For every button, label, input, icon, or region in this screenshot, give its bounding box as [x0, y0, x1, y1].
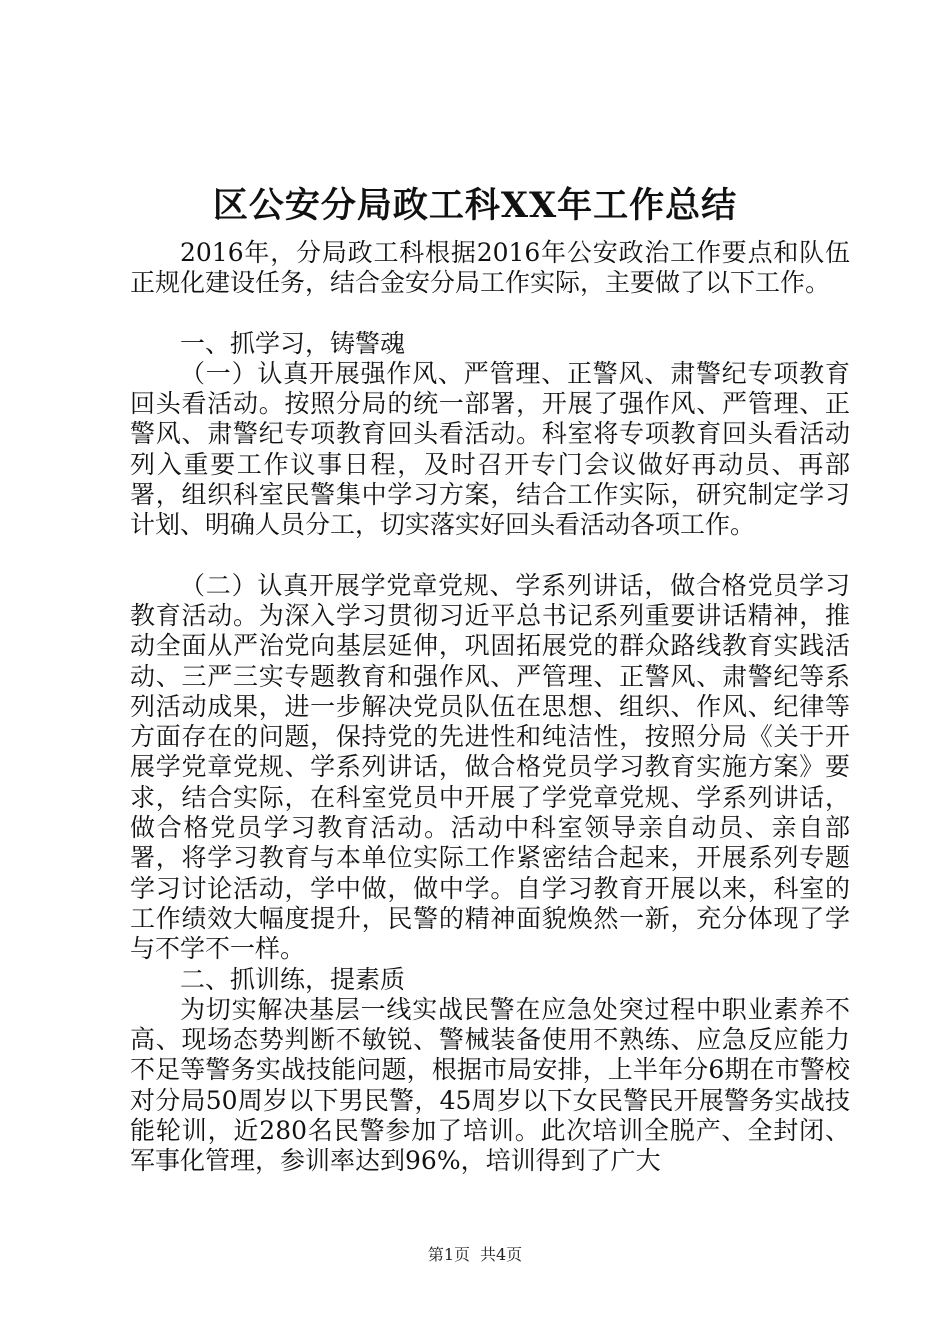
section-heading-2: 二、抓训练，提素质 [180, 964, 406, 994]
intro-paragraph: 2016年，分局政工科根据2016年公安政治工作要点和队伍正规化建设任务，结合金安分局工作实际，主要做了以下工作。 [130, 238, 850, 298]
section-2-paragraph-1: 为切实解决基层一线实战民警在应急处突过程中职业素养不高、现场态势判断不敏锐、警械装备使用不熟练、应急反应能力不足等警务实战技能问题，根据市局安排，上半年分6期在市警校对分局50周岁以下男民警，45周岁以下女民警民开展警务实战技能轮训，近280名民警参加了培训。此次培训全脱产、全封闭、军事化管理，参训率达到96%，培训得到了广大 [130, 994, 850, 1176]
page-total: 共4页 [480, 1245, 523, 1264]
page-footer [0, 1244, 950, 1266]
document-body [130, 238, 850, 1177]
page-number: 第1页 [427, 1245, 470, 1264]
section-1-paragraph-1: （一）认真开展强作风、严管理、正警风、肃警纪专项教育回头看活动。按照分局的统一部署，开展了强作风、严管理、正警风、肃警纪专项教育回头看活动。科室将专项教育回头看活动列入重要工作议事日程，及时召开专门会议做好再动员、再部署，组织科室民警集中学习方案，结合工作实际，研究制定学习计划、明确人员分工，切实落实好回头看活动各项工作。 [130, 358, 850, 540]
paragraph-gap [130, 299, 850, 329]
paragraph-gap [130, 541, 850, 571]
section-1-paragraph-2: （二）认真开展学党章党规、学系列讲话，做合格党员学习教育活动。为深入学习贯彻习近平总书记系列重要讲话精神，推动全面从严治党向基层延伸，巩固拓展党的群众路线教育实践活动、三严三实专题教育和强作风、严管理、正警风、肃警纪等系列活动成果，进一步解决党员队伍在思想、组织、作风、纪律等方面存在的问题，保持党的先进性和纯洁性，按照分局《关于开展学党章党规、学系列讲话，做合格党员学习教育实施方案》要求，结合实际，在科室党员中开展了学党章党规、学系列讲话，做合格党员学习教育活动。活动中科室领导亲自动员、亲自部署，将学习教育与本单位实际工作紧密结合起来，开展系列专题学习讨论活动，学中做，做中学。自学习教育开展以来，科室的工作绩效大幅度提升，民警的精神面貌焕然一新，充分体现了学与不学不一样。 [130, 570, 850, 964]
document-title: 区公安分局政工科XX年工作总结 [212, 185, 738, 226]
section-heading-1: 一、抓学习，铸警魂 [180, 328, 406, 358]
